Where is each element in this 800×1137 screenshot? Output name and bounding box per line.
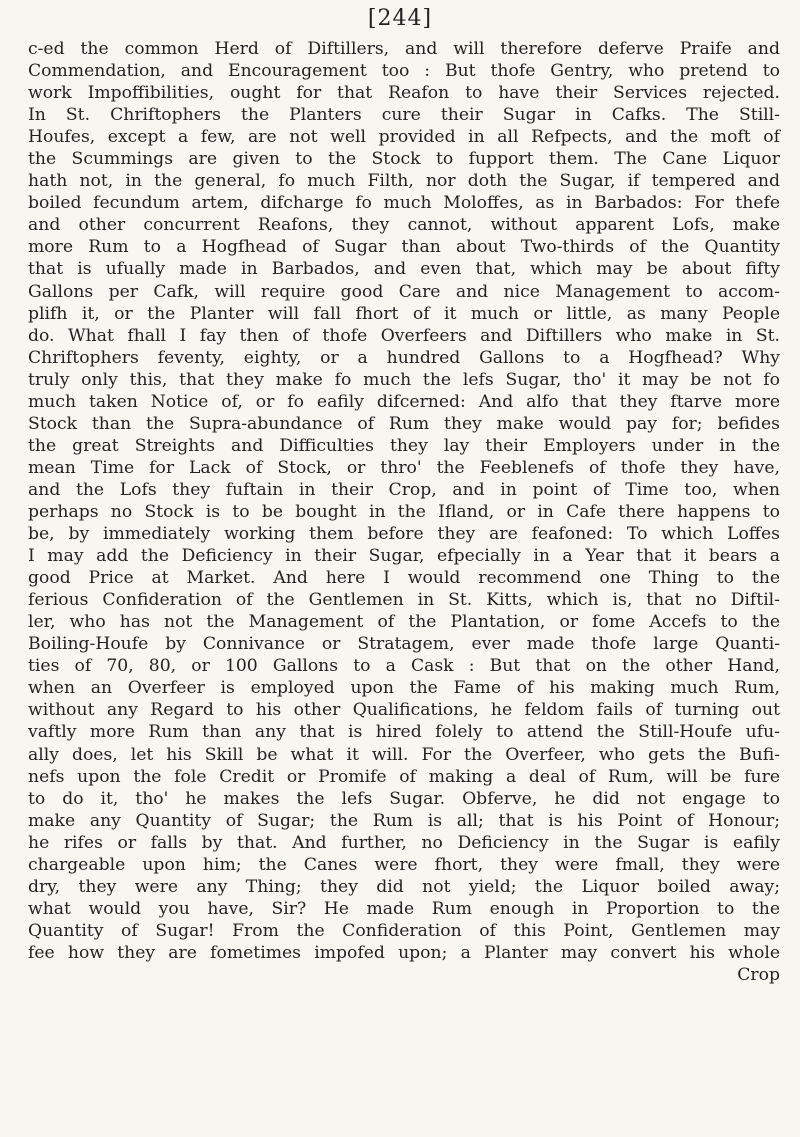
- text-line: much taken Notice of, or fo eafily difcerned: And alfo that they ftarve more: [28, 391, 780, 412]
- text-line: that is ufually made in Barbados, and even that, which may be about fifty: [28, 259, 780, 280]
- text-line: dry, they were any Thing; they did not yield; the Liquor boiled away;: [28, 876, 780, 897]
- text-line: In St. Chriftophers the Planters cure their Sugar in Cafks. The Still-: [28, 105, 780, 126]
- text-line: hath not, in the general, fo much Filth, nor doth the Sugar, if tempered and: [28, 171, 780, 192]
- text-line: chargeable upon him; the Canes were fhort, they were fmall, they were: [28, 854, 780, 875]
- text-line: when an Overfeer is employed upon the Fame of his making much Rum,: [28, 678, 780, 699]
- text-line: c-ed the common Herd of Diftillers, and will therefore deferve Praife and: [28, 39, 780, 59]
- text-line: to do it, tho' he makes the lefs Sugar. Obferve, he did not engage to: [28, 788, 780, 809]
- text-line: and the Lofs they fuftain in their Crop, and in point of Time too, when: [28, 479, 780, 500]
- text-line: nefs upon the fole Credit or Promife of making a deal of Rum, will be fure: [28, 766, 780, 787]
- text-line: the great Streights and Difficulties they lay their Employers under in the: [28, 435, 780, 456]
- text-line: plifh it, or the Planter will fall fhort of it much or little, as many People: [28, 303, 780, 324]
- text-line: what would you have, Sir? He made Rum enough in Proportion to the: [28, 898, 780, 919]
- text-line: Quantity of Sugar! From the Confideration of this Point, Gentlemen may: [28, 920, 780, 941]
- text-line: ties of 70, 80, or 100 Gallons to a Cask : But that on the other Hand,: [28, 656, 780, 677]
- text-line: fee how they are fometimes impofed upon; a Planter may convert his whole: [28, 942, 780, 963]
- text-line: vaftly more Rum than any that is hired folely to attend the Still-Houfe ufu-: [28, 722, 780, 743]
- text-line: good Price at Market. And here I would recommend one Thing to the: [28, 568, 780, 589]
- text-line: ally does, let his Skill be what it will. For the Overfeer, who gets the Bufi-: [28, 744, 780, 765]
- text-line: make any Quantity of Sugar; the Rum is all; that is his Point of Honour;: [28, 810, 780, 831]
- text-line: mean Time for Lack of Stock, or thro' the Feeblenefs of thofe they have,: [28, 457, 780, 478]
- text-line: he rifes or falls by that. And further, no Deficiency in the Sugar is eafily: [28, 832, 780, 853]
- text-line: be, by immediately working them before they are feafoned: To which Loffes: [28, 524, 780, 545]
- text-line: without any Regard to his other Qualifications, he feldom fails of turning out: [28, 700, 780, 721]
- text-line: Commendation, and Encouragement too : But thofe Gentry, who pretend to: [28, 61, 780, 82]
- text-line: the Scummings are given to the Stock to fupport them. The Cane Liquor: [28, 149, 780, 170]
- text-line: Gallons per Cafk, will require good Care and nice Management to accom-: [28, 281, 780, 302]
- text-line: I may add the Deficiency in their Sugar, efpecially in a Year that it bears a: [28, 546, 780, 567]
- text-line: more Rum to a Hogfhead of Sugar than about Two-thirds of the Quantity: [28, 237, 780, 258]
- text-line: truly only this, that they make fo much the lefs Sugar, tho' it may be not fo: [28, 369, 780, 390]
- text-line: Crop: [737, 964, 780, 985]
- text-line: Houfes, except a few, are not well provided in all Refpects, and the moft of: [28, 127, 780, 148]
- text-line: perhaps no Stock is to be bought in the Ifland, or in Cafe there happens to: [28, 501, 780, 522]
- text-line: do. What fhall I fay then of thofe Overfeers and Diftillers who make in St.: [28, 325, 780, 346]
- text-line: boiled fecundum artem, difcharge fo much Moloffes, as in Barbados: For thefe: [28, 193, 780, 214]
- text-line: Chriftophers feventy, eighty, or a hundred Gallons to a Hogfhead? Why: [28, 347, 780, 368]
- text-line: and other concurrent Reafons, they cannot, without apparent Lofs, make: [28, 215, 780, 236]
- text-line: ler, who has not the Management of the Plantation, or fome Accefs to the: [28, 612, 780, 633]
- text-line: work Impoffibilities, ought for that Reafon to have their Services rejected.: [28, 83, 780, 104]
- page-number: [244]: [367, 6, 433, 31]
- text-line: Stock than the Supra-abundance of Rum they make would pay for; befides: [28, 413, 780, 434]
- text-line: ferious Confideration of the Gentlemen in St. Kitts, which is, that no Diftil-: [28, 590, 780, 611]
- text-line: Boiling-Houfe by Connivance or Stratagem, ever made thofe large Quanti-: [28, 634, 780, 655]
- body-text: [28, 38, 780, 986]
